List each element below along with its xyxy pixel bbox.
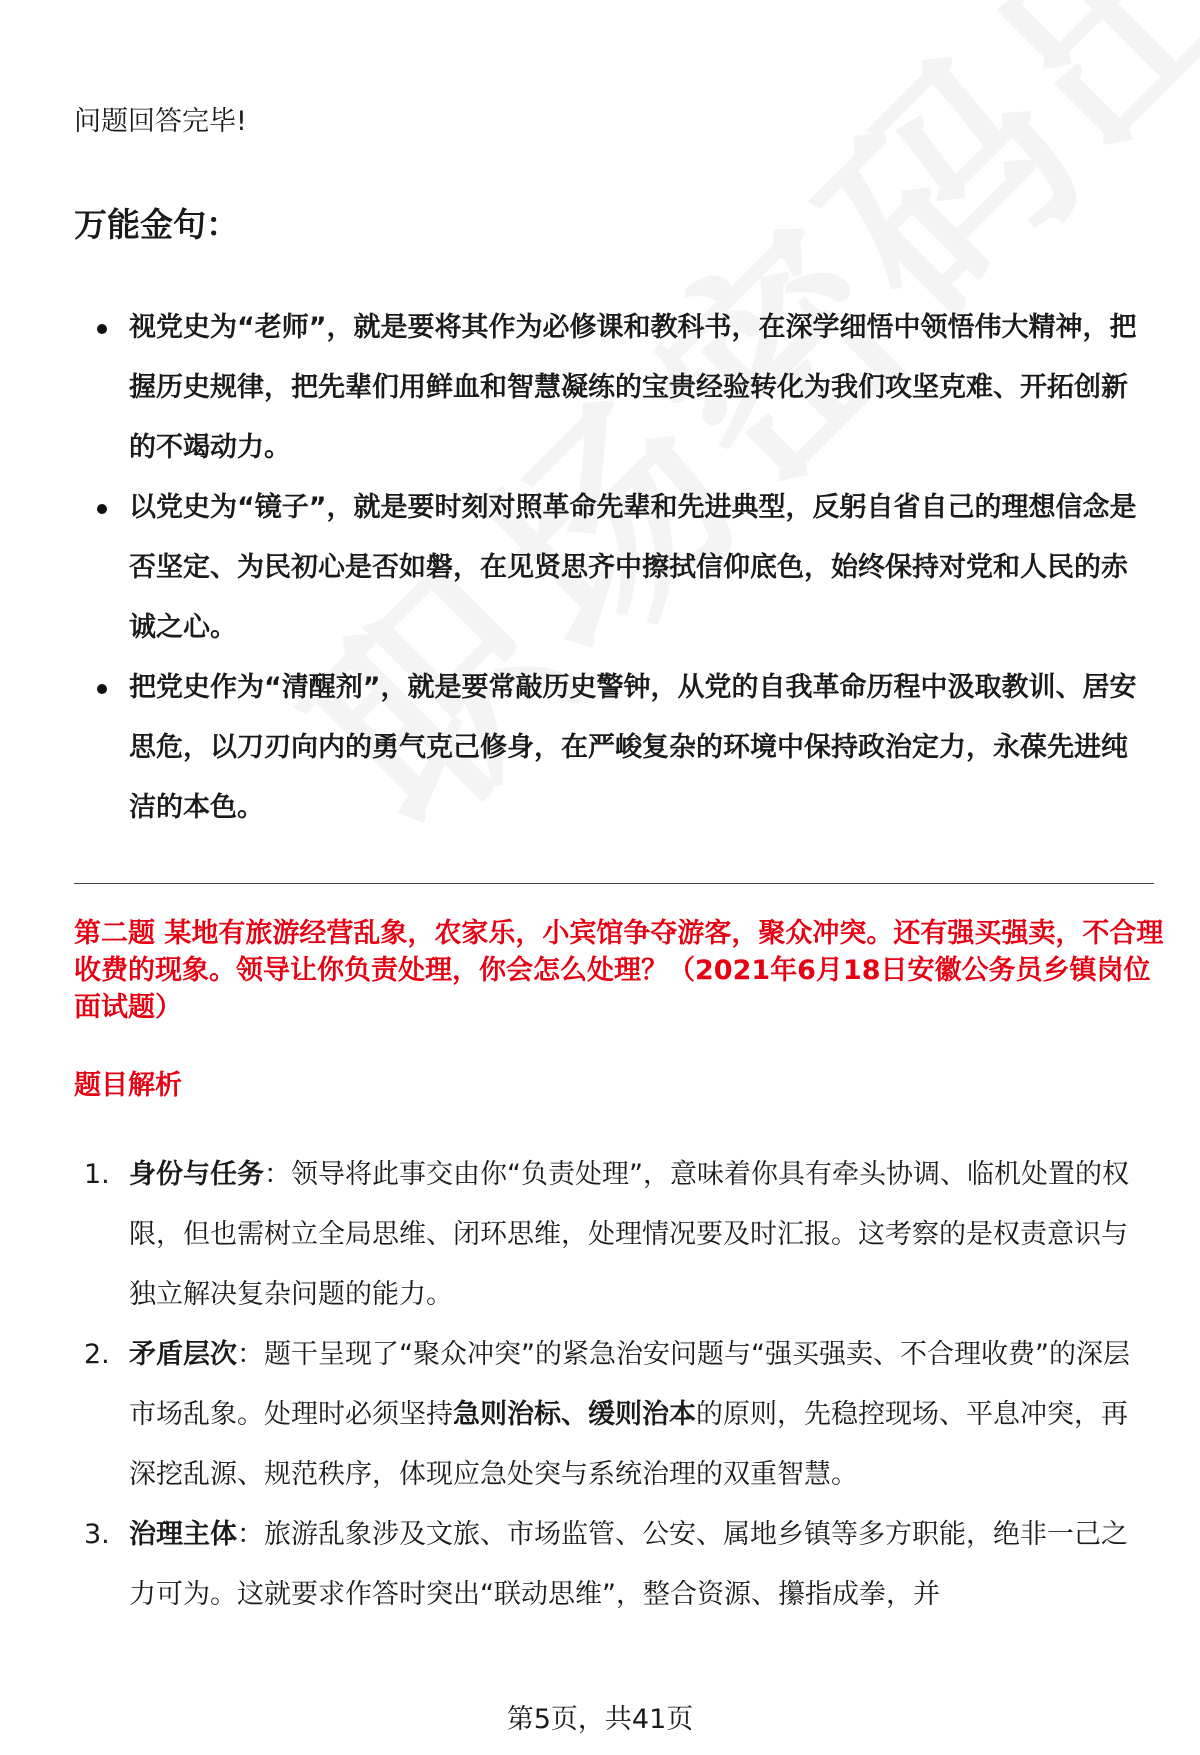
list-number: 1. <box>84 1159 110 1190</box>
list-item <box>74 1145 1154 1325</box>
analysis-heading: 题目解析 <box>74 1070 182 1101</box>
question-title: 第二题 某地有旅游经营乱象，农家乐，小宾馆争夺游客，聚众冲突。还有强买强卖，不合理收费的现象。领导让你负责处理，你会怎么处理？（2021年6月18日安徽公务员乡镇岗位面试题） <box>74 918 1164 1023</box>
point-text: 的原则，先稳控现场、平息冲突，再深挖乱源、规范秩序，体现应急处突与系统治理的双重智慧。 <box>129 1399 1128 1490</box>
point-text: ：领导将此事交由你“负责处理”，意味着你具有牵头协调、临机处置的权限，但也需树立全局思维、闭环思维，处理情况要及时汇报。这考察的是权责意识与独立解决复杂问题的能力。 <box>129 1159 1129 1310</box>
bullet-icon <box>97 504 107 514</box>
bullet-icon <box>97 684 107 694</box>
page-number: 第5页，共41页 <box>506 1704 694 1735</box>
bullet-text: 视党史为“老师”，就是要将其作为必修课和教科书，在深学细悟中领悟伟大精神，把握历史规律，把先辈们用鲜血和智慧凝练的宝贵经验转化为我们攻坚克难、开拓创新的不竭动力。 <box>129 312 1137 463</box>
list-number: 2. <box>84 1339 110 1370</box>
point-text: ：旅游乱象涉及文旅、市场监管、公安、属地乡镇等多方职能，绝非一己之力可为。这就要求作答时突出“联动思维”，整合资源、攥指成拳，并 <box>129 1519 1128 1610</box>
point-text: ：题干呈现了“聚众冲突”的紧急治安问题与“强买强卖、不合理收费”的深层市场乱象。处理时必须坚持 <box>129 1339 1130 1430</box>
golden-sentences-heading: 万能金句： <box>74 205 239 244</box>
point-emphasis: 急则治标、缓则治本 <box>453 1399 696 1430</box>
list-number: 3. <box>84 1519 110 1550</box>
list-item <box>74 298 1154 478</box>
list-item <box>74 478 1154 658</box>
bullet-icon <box>97 324 107 334</box>
golden-sentences-list <box>74 298 1154 838</box>
point-label: 治理主体 <box>129 1519 237 1550</box>
point-label: 身份与任务 <box>129 1159 264 1190</box>
section-divider <box>74 883 1154 884</box>
list-item <box>74 1325 1154 1505</box>
bullet-text: 把党史作为“清醒剂”，就是要常敲历史警钟，从党的自我革命历程中汲取教训、居安思危，以刀刃向内的勇气克己修身，在严峻复杂的环境中保持政治定力，永葆先进纯洁的本色。 <box>129 672 1137 823</box>
analysis-list <box>74 1145 1154 1625</box>
list-item <box>74 1505 1154 1625</box>
point-label: 矛盾层次 <box>129 1339 237 1370</box>
intro-text: 问题回答完毕! <box>74 106 247 137</box>
bullet-text: 以党史为“镜子”，就是要时刻对照革命先辈和先进典型，反躬自省自己的理想信念是否坚定、为民初心是否如磐，在见贤思齐中擦拭信仰底色，始终保持对党和人民的赤诚之心。 <box>129 492 1137 643</box>
list-item <box>74 658 1154 838</box>
